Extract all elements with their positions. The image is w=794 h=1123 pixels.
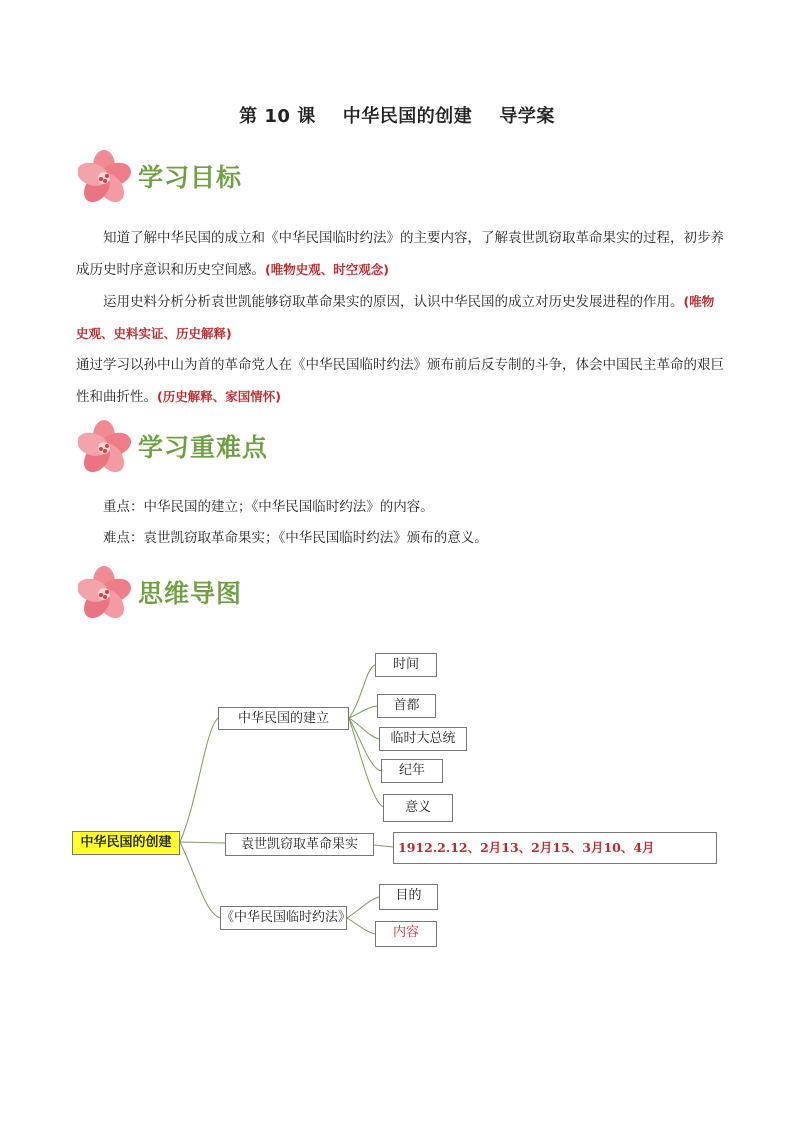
mindmap-node-purpose: 目的 bbox=[379, 884, 438, 910]
mindmap-branch-founding: 中华民国的建立 bbox=[218, 707, 349, 730]
mindmap-node-capital: 首都 bbox=[377, 694, 436, 718]
competency-tag: (历史解释、家国情怀) bbox=[157, 389, 281, 404]
section-label: 思维导图 bbox=[138, 579, 243, 608]
goal-text: 运用史料分析分析袁世凯能够窃取革命果实的原因，认识中华民国的成立对历史发展进程的作用。 bbox=[103, 294, 684, 310]
competency-tag: (唯物史观、史料实证、历史解释) bbox=[76, 294, 715, 341]
section-label: 学习重难点 bbox=[138, 433, 269, 462]
focus-line: 重点：中华民国的建立；《中华民国临时约法》的内容。 bbox=[103, 499, 434, 515]
mindmap-root: 中华民国的创建 bbox=[72, 831, 180, 855]
mindmap-branch-constitution: 《中华民国临时约法》 bbox=[220, 906, 347, 930]
mindmap-branch-yuan: 袁世凯窃取革命果实 bbox=[225, 833, 374, 856]
mindmap-node-time: 时间 bbox=[375, 653, 437, 677]
goal-text: 知道了解中华民国的成立和《中华民国临时约法》的主要内容，了解袁世凯窃取革命果实的过程，初步养成历史时序意识和历史空间感。 bbox=[76, 230, 724, 278]
mindmap-node-significance: 意义 bbox=[383, 794, 453, 822]
goal-text: 通过学习以孙中山为首的革命党人在《中华民国临时约法》颁布前后反专制的斗争，体会中国民主革命的艰巨性和曲折性。 bbox=[76, 357, 724, 405]
mindmap-node-president: 临时大总统 bbox=[379, 727, 467, 751]
mindmap-node-dates: 1912.2.12、2月13、2月15、3月10、4月 bbox=[393, 832, 717, 864]
difficulty-line: 难点：袁世凯窃取革命果实；《中华民国临时约法》颁布的意义。 bbox=[103, 530, 488, 546]
section-label: 学习目标 bbox=[138, 163, 243, 192]
page-title: 第 10 课 中华民国的创建 导学案 bbox=[239, 106, 555, 127]
mindmap-node-calendar: 纪年 bbox=[381, 759, 443, 783]
mindmap-node-content: 内容 bbox=[375, 921, 437, 947]
competency-tag: (唯物史观、时空观念) bbox=[265, 262, 389, 277]
